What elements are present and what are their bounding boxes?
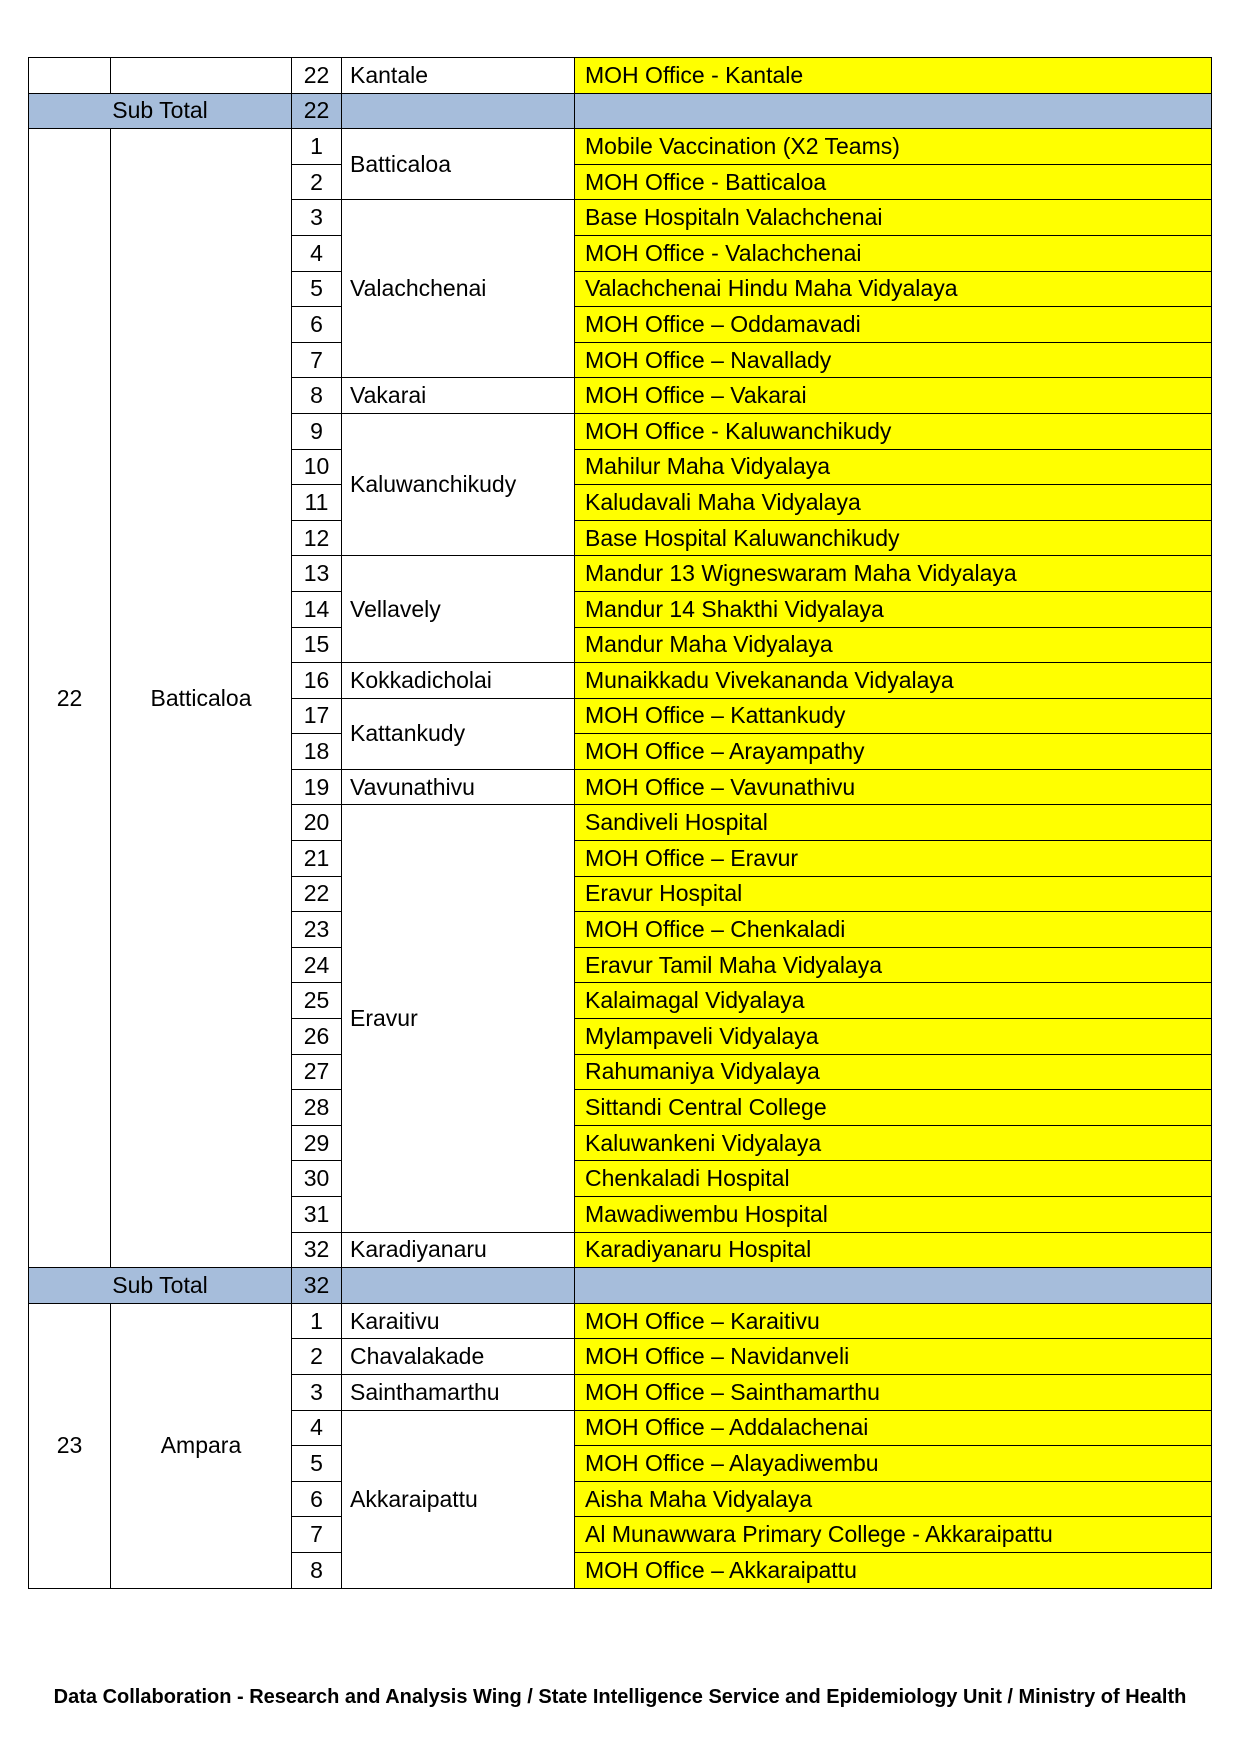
site-number: 32 [292,1232,342,1268]
subtotal-label: Sub Total [29,93,292,129]
vaccination-location: MOH Office - Batticaloa [575,164,1212,200]
vaccination-location: Rahumaniya Vidyalaya [575,1054,1212,1090]
vaccination-location: Base Hospital Kaluwanchikudy [575,520,1212,556]
vaccination-location: Mandur Maha Vidyalaya [575,627,1212,663]
vaccination-location: MOH Office – Navallady [575,342,1212,378]
site-number: 22 [292,58,342,94]
site-number: 12 [292,520,342,556]
site-number: 11 [292,485,342,521]
site-number: 28 [292,1090,342,1126]
vaccination-location: Mawadiwembu Hospital [575,1197,1212,1233]
moh-division: Vellavely [342,556,575,663]
vaccination-location: Karadiyanaru Hospital [575,1232,1212,1268]
vaccination-location: MOH Office – Oddamavadi [575,307,1212,343]
subtotal-value: 22 [292,93,342,129]
vaccination-location: Mandur 14 Shakthi Vidyalaya [575,591,1212,627]
site-number: 25 [292,983,342,1019]
district-number: 22 [29,129,111,1268]
vaccination-location: MOH Office – Akkaraipattu [575,1552,1212,1588]
site-number: 5 [292,271,342,307]
vaccination-location: Mandur 13 Wigneswaram Maha Vidyalaya [575,556,1212,592]
subtotal-blank [342,1268,575,1304]
site-number: 2 [292,164,342,200]
vaccination-location: MOH Office – Kattankudy [575,698,1212,734]
vaccination-location: Aisha Maha Vidyalaya [575,1481,1212,1517]
vaccination-location: MOH Office – Karaitivu [575,1303,1212,1339]
vaccination-location: MOH Office - Kantale [575,58,1212,94]
vaccination-location: MOH Office – Vakarai [575,378,1212,414]
vaccination-location: MOH Office – Addalachenai [575,1410,1212,1446]
moh-division: Karadiyanaru [342,1232,575,1268]
site-number: 5 [292,1446,342,1482]
site-number: 4 [292,235,342,271]
site-number: 21 [292,841,342,877]
site-number: 7 [292,1517,342,1553]
site-number: 3 [292,200,342,236]
vaccination-location: Al Munawwara Primary College - Akkaraipattu [575,1517,1212,1553]
moh-division: Batticaloa [342,129,575,200]
vaccination-location: Eravur Hospital [575,876,1212,912]
site-number: 2 [292,1339,342,1375]
subtotal-label: Sub Total [29,1268,292,1304]
district-name [111,58,292,94]
site-number: 19 [292,769,342,805]
vaccination-location: Base Hospitaln Valachchenai [575,200,1212,236]
vaccination-location: Valachchenai Hindu Maha Vidyalaya [575,271,1212,307]
subtotal-blank [575,1268,1212,1304]
subtotal-row [29,93,1212,129]
moh-division: Eravur [342,805,575,1232]
site-number: 17 [292,698,342,734]
site-number: 9 [292,413,342,449]
vaccination-location: Sandiveli Hospital [575,805,1212,841]
subtotal-blank [342,93,575,129]
site-number: 14 [292,591,342,627]
moh-division: Kaluwanchikudy [342,413,575,555]
site-number: 4 [292,1410,342,1446]
district-number [29,58,111,94]
vaccination-location: Mobile Vaccination (X2 Teams) [575,129,1212,165]
vaccination-location: MOH Office – Sainthamarthu [575,1374,1212,1410]
site-number: 26 [292,1019,342,1055]
vaccination-location: MOH Office - Valachchenai [575,235,1212,271]
site-number: 24 [292,947,342,983]
moh-division: Kantale [342,58,575,94]
site-number: 18 [292,734,342,770]
site-number: 1 [292,1303,342,1339]
site-number: 6 [292,1481,342,1517]
vaccination-location: MOH Office – Navidanveli [575,1339,1212,1375]
moh-division: Karaitivu [342,1303,575,1339]
vaccination-location: MOH Office - Kaluwanchikudy [575,413,1212,449]
site-number: 30 [292,1161,342,1197]
vaccination-location: MOH Office – Alayadiwembu [575,1446,1212,1482]
moh-division: Kokkadicholai [342,663,575,699]
subtotal-blank [575,93,1212,129]
site-number: 7 [292,342,342,378]
moh-division: Vakarai [342,378,575,414]
site-number: 27 [292,1054,342,1090]
district-name: Batticaloa [111,129,292,1268]
site-number: 31 [292,1197,342,1233]
moh-division: Vavunathivu [342,769,575,805]
site-number: 1 [292,129,342,165]
vaccination-location: Kalaimagal Vidyalaya [575,983,1212,1019]
site-number: 23 [292,912,342,948]
site-number: 3 [292,1374,342,1410]
table-row [29,1303,1212,1339]
moh-division: Valachchenai [342,200,575,378]
vaccination-location: Mahilur Maha Vidyalaya [575,449,1212,485]
moh-division: Sainthamarthu [342,1374,575,1410]
vaccination-location: Eravur Tamil Maha Vidyalaya [575,947,1212,983]
site-number: 29 [292,1125,342,1161]
table-row [29,129,1212,165]
table-row [29,58,1212,94]
site-number: 13 [292,556,342,592]
site-number: 6 [292,307,342,343]
site-number: 10 [292,449,342,485]
moh-division: Kattankudy [342,698,575,769]
site-number: 8 [292,1552,342,1588]
vaccination-location: MOH Office – Arayampathy [575,734,1212,770]
site-number: 20 [292,805,342,841]
moh-division: Chavalakade [342,1339,575,1375]
vaccination-location: MOH Office – Chenkaladi [575,912,1212,948]
site-number: 15 [292,627,342,663]
vaccination-location: Kaludavali Maha Vidyalaya [575,485,1212,521]
site-number: 22 [292,876,342,912]
subtotal-row [29,1268,1212,1304]
district-name: Ampara [111,1303,292,1588]
vaccination-location: Chenkaladi Hospital [575,1161,1212,1197]
vaccination-location: Kaluwankeni Vidyalaya [575,1125,1212,1161]
vaccination-centres-table [28,57,1212,1589]
vaccination-location: Mylampaveli Vidyalaya [575,1019,1212,1055]
site-number: 8 [292,378,342,414]
vaccination-location: MOH Office – Vavunathivu [575,769,1212,805]
vaccination-location: MOH Office – Eravur [575,841,1212,877]
footer-note: Data Collaboration - Research and Analysis Wing / State Intelligence Service and Epidemiology Unit / Ministry of Health [53,1686,1187,1708]
vaccination-location: Sittandi Central College [575,1090,1212,1126]
moh-division: Akkaraipattu [342,1410,575,1588]
subtotal-value: 32 [292,1268,342,1304]
district-number: 23 [29,1303,111,1588]
vaccination-location: Munaikkadu Vivekananda Vidyalaya [575,663,1212,699]
site-number: 16 [292,663,342,699]
